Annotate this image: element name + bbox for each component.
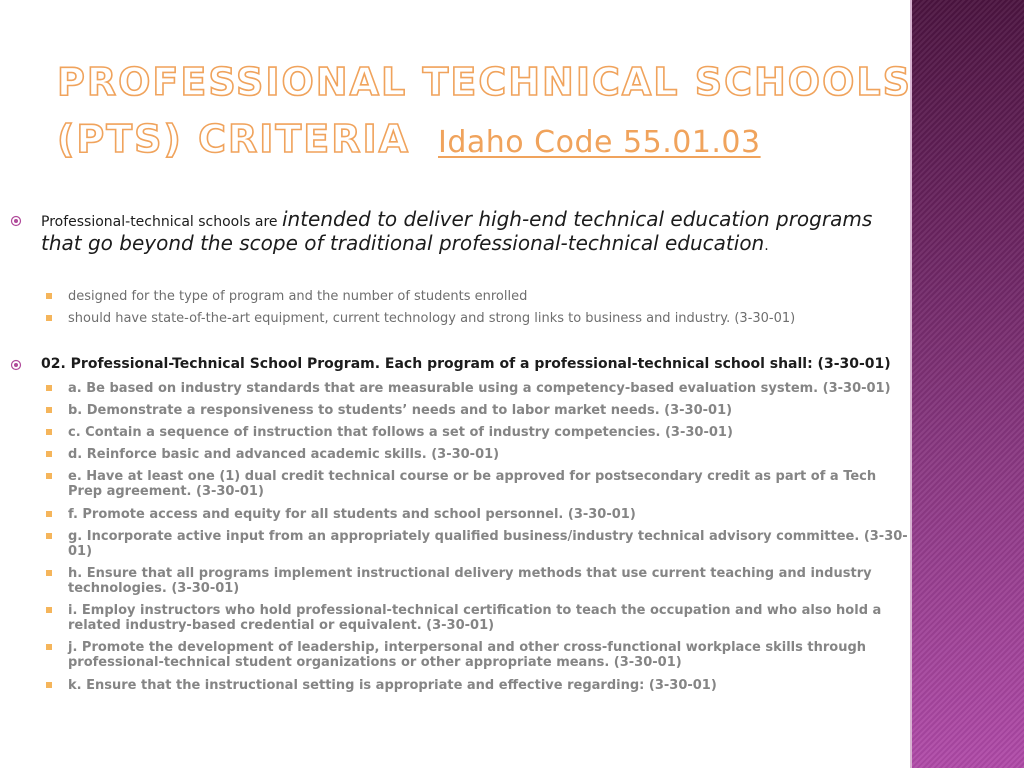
bullet-suffix: .: [764, 238, 769, 254]
sub-item-a: a. Be based on industry standards that are measurable using a competency-based evaluation system. (3-30-01): [68, 381, 891, 396]
bullet-program-requirements: 02. Professional-Technical School Program. Each program of a professional-technical school shall: (3-30-01): [41, 356, 891, 372]
radio-bullet-icon: [10, 359, 22, 371]
bullet-emphasis: intended to deliver high-end technical education programs that go beyond the scope of traditional professional-technical education: [41, 207, 873, 255]
idaho-code-link[interactable]: Idaho Code 55.01.03: [438, 125, 761, 160]
sub-item-h: h. Ensure that all programs implement instructional delivery methods that use current teaching and industry technologies. (3-30-01): [68, 566, 872, 596]
square-bullet-icon: [46, 607, 52, 613]
square-bullet-icon: [46, 511, 52, 517]
sub-item-j: j. Promote the development of leadership, interpersonal and other cross-functional workplace skills through professional-technical student organizations or other appropriate means. (3-30-01): [68, 640, 867, 670]
decorative-side-band: [912, 0, 1024, 768]
slide-title-line-1: PROFESSIONAL TECHNICAL SCHOOLS: [57, 60, 912, 104]
square-bullet-icon: [46, 570, 52, 576]
sub-item-k: k. Ensure that the instructional setting is appropriate and effective regarding: (3-30-01): [68, 678, 717, 693]
slide-title-line-2: (PTS) CRITERIA: [57, 117, 411, 161]
sub-item-b: b. Demonstrate a responsiveness to students’ needs and to labor market needs. (3-30-01): [68, 403, 733, 418]
square-bullet-icon: [46, 407, 52, 413]
sub-item-e: e. Have at least one (1) dual credit technical course or be approved for postsecondary credit as part of a Tech Prep agreement. (3-30-01): [68, 469, 877, 499]
sub-item-i: i. Employ instructors who hold professional-technical certification to teach the occupation and who also hold a related industry-based credential or equivalent. (3-30-01): [68, 603, 882, 633]
square-bullet-icon: [46, 533, 52, 539]
square-bullet-icon: [46, 293, 52, 299]
radio-bullet-icon: [10, 215, 22, 227]
square-bullet-icon: [46, 385, 52, 391]
sub-item: should have state-of-the-art equipment, current technology and strong links to business and industry. (3-30-01): [68, 311, 796, 326]
square-bullet-icon: [46, 451, 52, 457]
sub-item-c: c. Contain a sequence of instruction that follows a set of industry competencies. (3-30-01): [68, 425, 733, 440]
square-bullet-icon: [46, 473, 52, 479]
square-bullet-icon: [46, 315, 52, 321]
sub-item: designed for the type of program and the number of students enrolled: [68, 289, 528, 304]
sub-item-g: g. Incorporate active input from an appropriately qualified business/industry technical advisory committee. (3-30-01): [68, 529, 908, 559]
bullet-pts-intent: [41, 207, 901, 255]
sub-item-f: f. Promote access and equity for all students and school personnel. (3-30-01): [68, 507, 636, 522]
bullet-prefix: Professional-technical schools are: [41, 214, 282, 230]
square-bullet-icon: [46, 644, 52, 650]
sub-item-d: d. Reinforce basic and advanced academic skills. (3-30-01): [68, 447, 500, 462]
square-bullet-icon: [46, 682, 52, 688]
square-bullet-icon: [46, 429, 52, 435]
